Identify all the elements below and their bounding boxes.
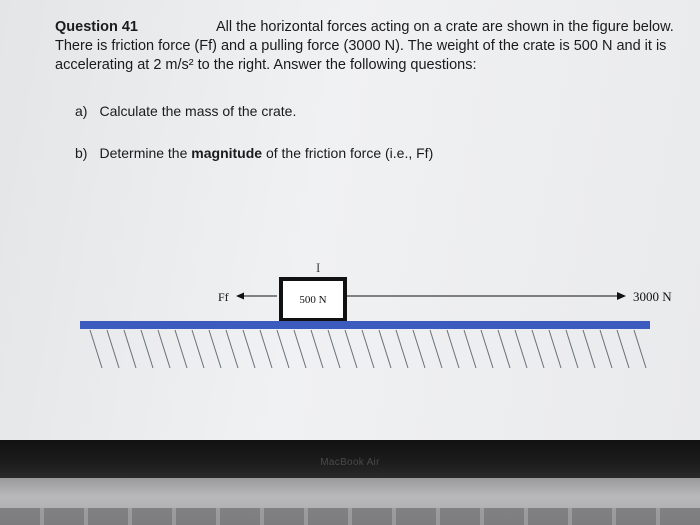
- hatch-line: [583, 330, 595, 368]
- hatch-line: [141, 330, 153, 368]
- part-a: [75, 103, 296, 119]
- friction-label: Ff: [218, 290, 229, 304]
- keyboard-row: [0, 508, 700, 525]
- question-intro: All the horizontal forces acting on a crate are shown in the figure below. There is friction force (Ff) and a pulling force (3000 N). The weight of the crate is 500 N and it is accelerating at 2 m/s² to the right. Answer the following questions:: [55, 19, 674, 73]
- hatch-line: [515, 330, 527, 368]
- force-diagram: [0, 250, 700, 380]
- hatch-line: [430, 330, 442, 368]
- part-b-label: b): [75, 145, 88, 161]
- hatch-line: [124, 330, 136, 368]
- part-a-label: a): [75, 103, 88, 119]
- part-a-text: Calculate the mass of the crate.: [99, 103, 297, 119]
- hatch-line: [600, 330, 612, 368]
- hatch-line: [362, 330, 374, 368]
- ground-surface: [80, 321, 650, 329]
- laptop-brand-label: MacBook Air: [320, 457, 380, 468]
- question-title: Question 41: [55, 19, 138, 35]
- hatch-line: [498, 330, 510, 368]
- hatch-line: [481, 330, 493, 368]
- hatch-line: [192, 330, 204, 368]
- hatch-line: [243, 330, 255, 368]
- hatch-line: [464, 330, 476, 368]
- hatch-line: [566, 330, 578, 368]
- hatch-line: [107, 330, 119, 368]
- hatch-line: [532, 330, 544, 368]
- hatch-line: [260, 330, 272, 368]
- hatch-line: [209, 330, 221, 368]
- hatch-line: [175, 330, 187, 368]
- part-b-pre: Determine the: [99, 145, 192, 161]
- hatch-line: [413, 330, 425, 368]
- hatch-line: [447, 330, 459, 368]
- question-text: [55, 18, 675, 75]
- hatch-line: [328, 330, 340, 368]
- part-b-post: of the friction force (i.e., Ff): [262, 145, 434, 161]
- friction-arrowhead-icon: [236, 293, 244, 300]
- hatch-line: [396, 330, 408, 368]
- hatch-line: [379, 330, 391, 368]
- hatch-line: [277, 330, 289, 368]
- hatch-line: [345, 330, 357, 368]
- hatch-line: [549, 330, 561, 368]
- part-b: [75, 145, 433, 161]
- ground-hatching: [90, 330, 646, 368]
- hatch-line: [90, 330, 102, 368]
- hatch-line: [294, 330, 306, 368]
- hatch-line: [617, 330, 629, 368]
- pull-force-label: 3000 N: [633, 289, 672, 304]
- hatch-line: [226, 330, 238, 368]
- hatch-line: [158, 330, 170, 368]
- hatch-line: [634, 330, 646, 368]
- text-cursor-icon: I: [316, 260, 321, 275]
- hatch-line: [311, 330, 323, 368]
- part-b-bold: magnitude: [191, 145, 263, 161]
- pull-arrowhead-icon: [617, 292, 626, 300]
- crate-weight-label: 500 N: [299, 294, 327, 306]
